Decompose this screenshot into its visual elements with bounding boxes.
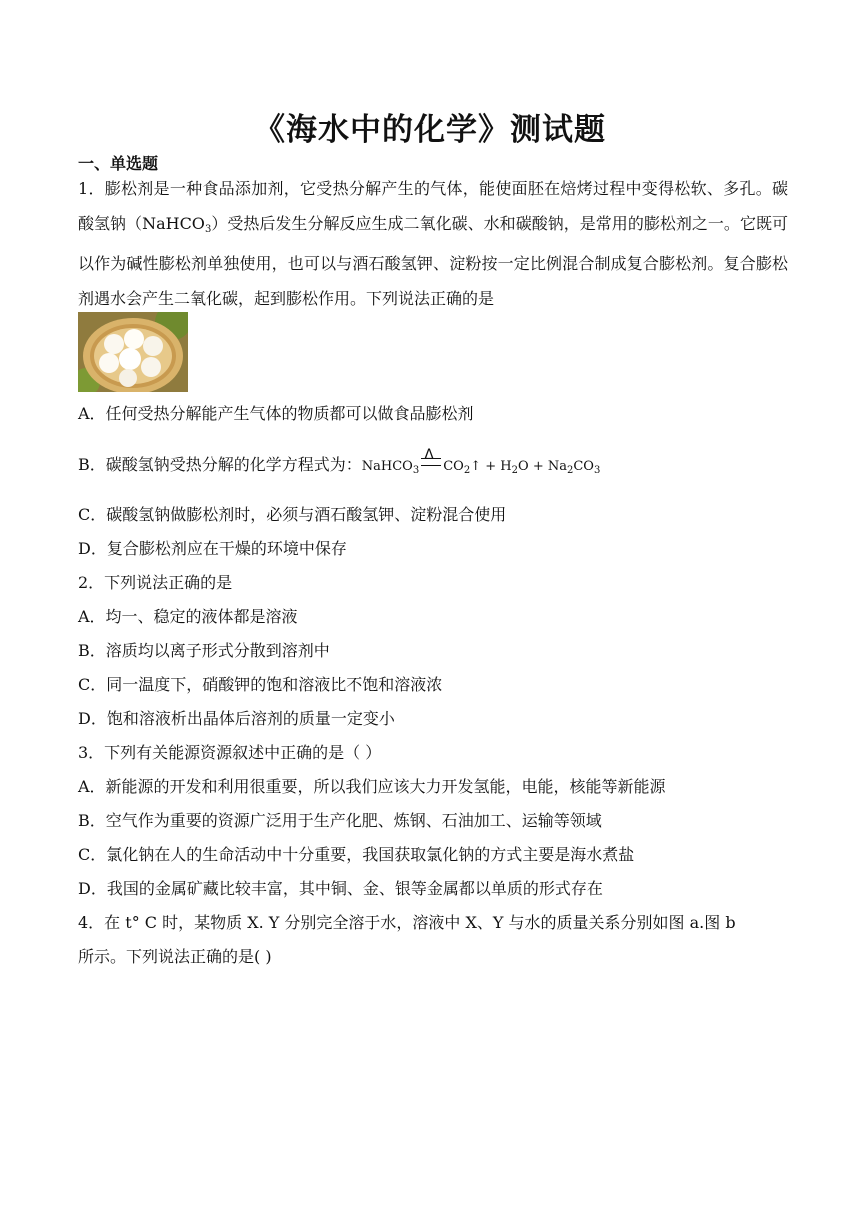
- heating-condition-sign: [419, 447, 443, 472]
- eq-co: CO: [573, 459, 594, 474]
- q1-option-c: C．碳酸氢钠做膨松剂时，必须与酒石酸氢钾、淀粉混合使用: [78, 505, 507, 524]
- eq-reactant-sub: 3: [412, 465, 420, 476]
- q3-option-a: A．新能源的开发和利用很重要，所以我们应该大力开发氢能，电能，核能等新能源: [78, 777, 666, 796]
- q1-option-d: D．复合膨松剂应在干燥的环境中保存: [78, 539, 347, 558]
- q2-option-a: A．均一、稳定的液体都是溶液: [78, 607, 298, 626]
- eq-condition: Δ: [424, 447, 434, 463]
- q1-option-b-text: B．碳酸氢钠受热分解的化学方程式为：: [78, 455, 362, 474]
- q2-option-c: C．同一温度下，硝酸钾的饱和溶液比不饱和溶液浓: [78, 675, 443, 694]
- q2-option-d: D．饱和溶液析出晶体后溶剂的质量一定变小: [78, 709, 395, 728]
- q3-option-b: B．空气作为重要的资源广泛用于生产化肥、炼钢、石油加工、运输等领域: [78, 811, 602, 830]
- eq-reactant: NaHCO: [361, 459, 413, 474]
- chemical-equation: [361, 447, 601, 476]
- gas-arrow-icon: ↑: [470, 459, 482, 474]
- q3-option-c: C．氯化钠在人的生命活动中十分重要，我国获取氯化钠的方式主要是海水煮盐: [78, 845, 635, 864]
- eq-h2o-sub: 2: [511, 465, 518, 476]
- eq-plus-na: + Na: [532, 459, 567, 474]
- eq-product-co2: CO: [443, 459, 464, 474]
- steamed-buns-image: [78, 312, 188, 392]
- question-4-stem-line-2: 所示。下列说法正确的是( ): [78, 947, 272, 966]
- question-2-stem: 2．下列说法正确的是: [78, 573, 233, 592]
- q1-option-b: [78, 448, 788, 488]
- question-3-stem: 3．下列有关能源资源叙述中正确的是（ ）: [78, 743, 382, 762]
- eq-co-sub: 3: [593, 465, 601, 476]
- eq-product-co2-sub: 2: [463, 465, 471, 476]
- eq-plus-h: + H: [485, 459, 512, 474]
- question-4-stem-line-1: 4．在 t° C 时，某物质 X. Y 分别完全溶于水，溶液中 X、Y 与水的质量关系分别如图 a.图 b: [78, 913, 736, 932]
- q3-option-d: D．我国的金属矿藏比较丰富，其中铜、金、银等金属都以单质的形式存在: [78, 879, 603, 898]
- steamed-buns-illustration: [78, 312, 188, 392]
- q1-stem-part-b: ）受热后发生分解反应生成二氧化碳、水和碳酸钠，是常用的膨松剂之一。它既可以作为碱性膨松剂单独使用，也可以与酒石酸氢钾、淀粉按一定比例混合制成复合膨松剂。复合膨松剂遇水会产生二氧化碳，起到膨松作用。下列说法正确的是: [78, 213, 788, 308]
- q1-stem-part-a: 1．膨松剂是一种食品添加剂，它受热分解产生的气体，能使面胚在焙烤过程中变得松软、多孔。碳酸氢钠（NaHCO: [78, 179, 788, 233]
- question-1-stem: [78, 172, 788, 316]
- document-title: 《海水中的化学》测试题: [254, 112, 606, 148]
- eq-h2o-o: O: [518, 459, 529, 474]
- section-heading: 一、单选题: [78, 154, 159, 173]
- q1-option-a: A．任何受热分解能产生气体的物质都可以做食品膨松剂: [78, 404, 474, 423]
- eq-na-sub: 2: [566, 465, 574, 476]
- q1-stem-subscript: 3: [204, 223, 212, 235]
- q2-option-b: B．溶质均以离子形式分散到溶剂中: [78, 641, 330, 660]
